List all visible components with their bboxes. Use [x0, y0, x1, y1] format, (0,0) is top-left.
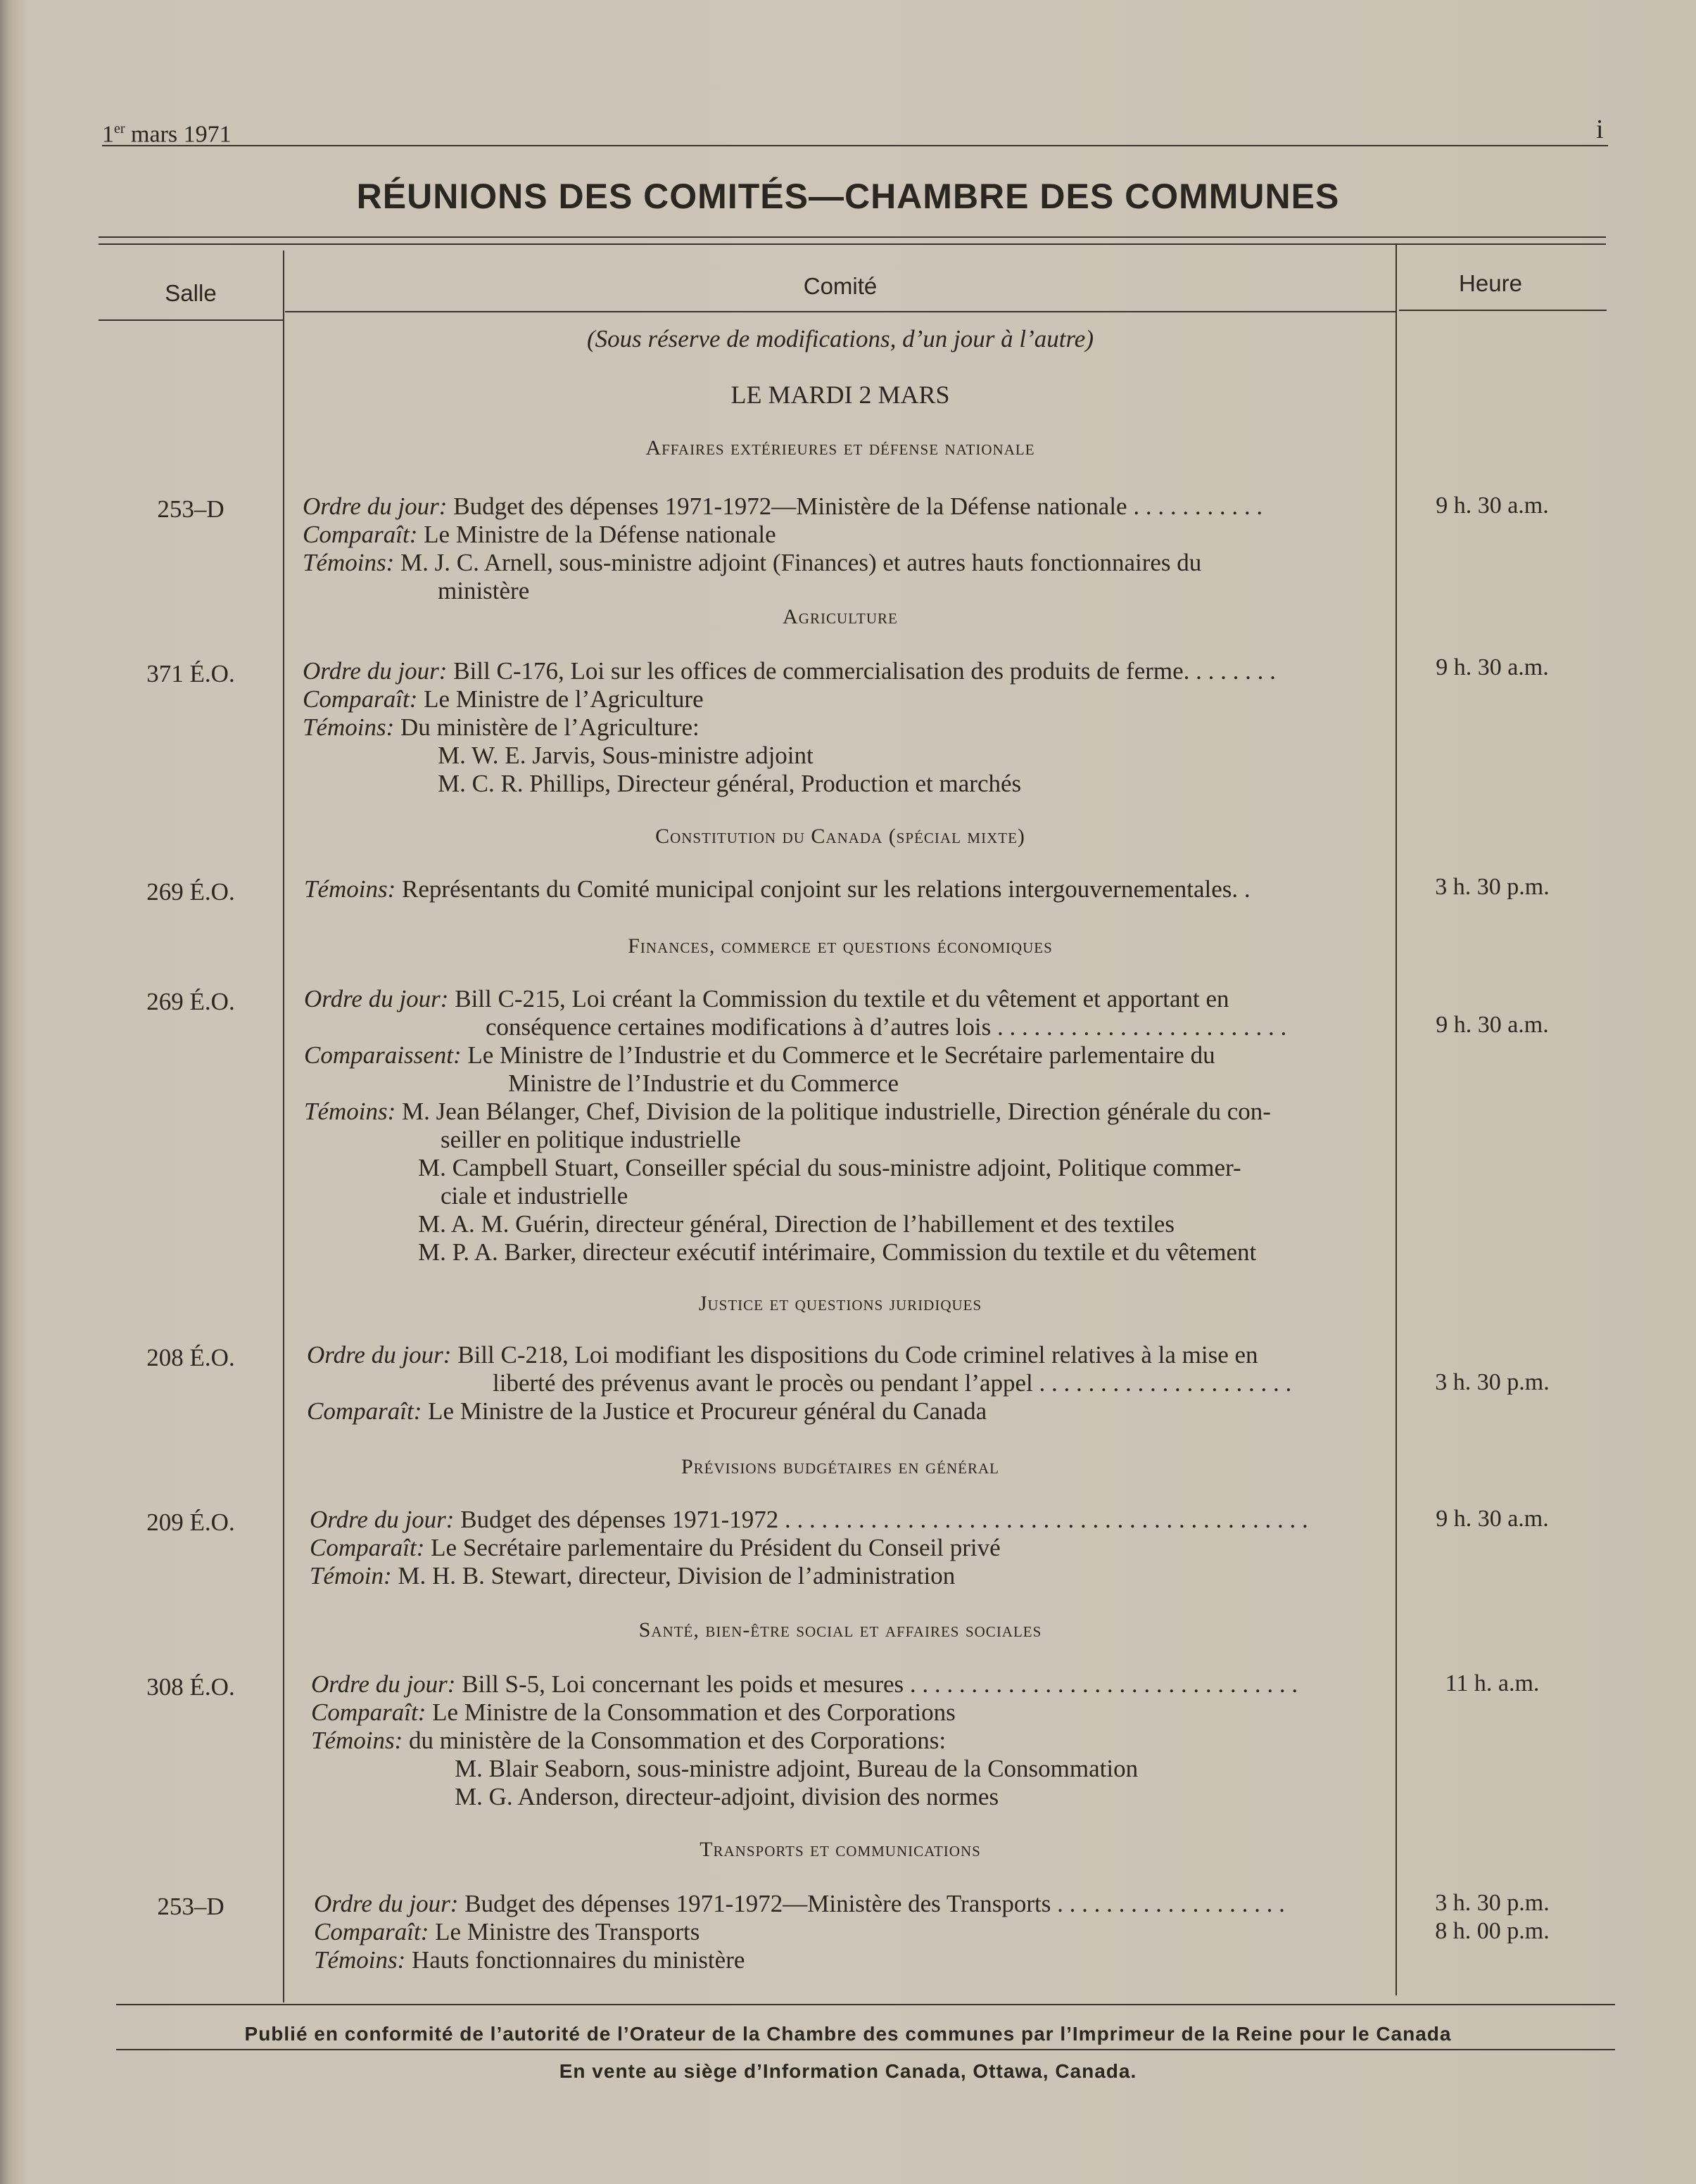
- committee-line: [314, 1946, 745, 1974]
- line-label: Comparaît:: [303, 521, 418, 548]
- line-label: Ordre du jour:: [307, 1341, 452, 1369]
- line-text: Le Ministre de la Défense nationale: [417, 521, 776, 548]
- committee-line: [303, 549, 1201, 577]
- committee-line: [418, 1154, 1241, 1182]
- room-number: 208 É.O.: [146, 1344, 235, 1371]
- committee-line: [311, 1670, 1298, 1699]
- room-number: 253–D: [157, 495, 224, 523]
- committee-line: [486, 1013, 1286, 1041]
- line-label: Ordre du jour:: [310, 1506, 455, 1533]
- room-number: 371 É.O.: [146, 660, 235, 687]
- column-divider-left: [283, 250, 284, 2002]
- line-text: ciale et industrielle: [441, 1182, 628, 1210]
- committee-line: [508, 1069, 899, 1098]
- committee-line: [455, 1755, 1138, 1783]
- column-header-room: Salle: [165, 280, 217, 306]
- committee-line: [418, 1210, 1175, 1238]
- line-label: Comparaît:: [303, 685, 418, 713]
- line-text: M. J. C. Arnell, sous-ministre adjoint (Finances) et autres hauts fonctionnaires du: [394, 549, 1202, 576]
- committee-line: [441, 1182, 628, 1210]
- committee-name: Santé, bien-être social et affaires sociales: [638, 1618, 1042, 1642]
- page-title: RÉUNIONS DES COMITÉS—CHAMBRE DES COMMUNES: [356, 177, 1340, 216]
- title-rule-bottom: [99, 243, 1606, 245]
- line-text: Du ministère de l’Agriculture:: [394, 713, 700, 741]
- line-text: Budget des dépenses 1971-1972—Ministère des Transports . . . . . . . . . . . . . . . . . . .: [458, 1890, 1285, 1917]
- line-text: Le Ministre de la Consommation et des Corporations: [426, 1699, 956, 1726]
- meeting-time: 9 h. 30 a.m.: [1436, 654, 1549, 680]
- committee-name: Agriculture: [783, 605, 898, 628]
- footer-publication-notice: Publié en conformité de l’autorité de l’Orateur de la Chambre des communes par l’Imprimeur de la Reine pour le Canada: [244, 2023, 1452, 2045]
- line-text: M. Jean Bélanger, Chef, Division de la politique industrielle, Direction générale du con-: [395, 1098, 1271, 1125]
- line-text: M. A. M. Guérin, directeur général, Direction de l’habillement et des textiles: [418, 1210, 1175, 1238]
- meeting-time: 9 h. 30 a.m.: [1436, 493, 1549, 519]
- committee-line: [314, 1918, 700, 1946]
- committee-line: [493, 1369, 1291, 1397]
- committee-line: [303, 685, 704, 713]
- line-label: Comparaît:: [310, 1534, 425, 1561]
- room-number: 269 É.O.: [146, 988, 235, 1015]
- schedule-day: LE MARDI 2 MARS: [730, 381, 950, 409]
- room-number: 209 É.O.: [146, 1509, 235, 1536]
- line-text: M. C. R. Phillips, Directeur général, Production et marchés: [438, 770, 1022, 797]
- line-text: Le Ministre de l’Agriculture: [417, 685, 704, 713]
- line-text: Bill S-5, Loi concernant les poids et mesures . . . . . . . . . . . . . . . . . . . . . . . . . . . . . . . .: [455, 1670, 1298, 1698]
- footer-rule-top: [116, 2004, 1615, 2005]
- committee-line: [303, 713, 700, 742]
- schedule-note: (Sous réserve de modifications, d’un jour à l’autre): [587, 325, 1094, 353]
- line-label: Témoin:: [310, 1562, 392, 1589]
- line-label: Témoins:: [311, 1727, 403, 1754]
- committee-line: [310, 1534, 1001, 1562]
- issue-date: 1er mars 1971: [102, 121, 232, 148]
- line-text: Le Secrétaire parlementaire du Président du Conseil privé: [424, 1534, 1001, 1561]
- line-label: Comparaît:: [307, 1397, 422, 1425]
- committee-line: [307, 1397, 987, 1426]
- committee-name: Affaires extérieures et défense nationale: [645, 436, 1035, 459]
- committee-line: [311, 1699, 956, 1727]
- meeting-time: 9 h. 30 a.m.: [1436, 1012, 1549, 1038]
- line-text: Bill C-218, Loi modifiant les dispositions du Code criminel relatives à la mise en: [451, 1341, 1258, 1369]
- meeting-time: 11 h. a.m.: [1445, 1670, 1540, 1696]
- meeting-time: 8 h. 00 p.m.: [1435, 1918, 1550, 1944]
- line-label: Témoins:: [304, 875, 396, 903]
- line-label: Témoins:: [303, 549, 395, 576]
- committee-line: [303, 521, 776, 549]
- line-label: Comparaît:: [314, 1918, 429, 1945]
- line-text: Ministre de l’Industrie et du Commerce: [508, 1069, 899, 1097]
- line-text: Budget des dépenses 1971-1972 . . . . . . . . . . . . . . . . . . . . . . . . . . . . . . . . . . . . . . . . . . .: [454, 1506, 1308, 1533]
- line-text: seiller en politique industrielle: [441, 1126, 741, 1153]
- committee-line: [310, 1562, 955, 1590]
- column-header-committee: Comité: [803, 273, 878, 299]
- header-rule: [102, 145, 1608, 146]
- line-label: Témoins:: [304, 1098, 396, 1125]
- line-label: Ordre du jour:: [304, 985, 449, 1012]
- committee-line: [441, 1126, 741, 1154]
- line-text: Bill C-176, Loi sur les offices de commercialisation des produits de ferme. . . . . . . .: [447, 657, 1276, 685]
- line-label: Témoins:: [303, 713, 395, 741]
- title-rule-top: [99, 236, 1606, 238]
- line-text: du ministère de la Consommation et des Corporations:: [403, 1727, 947, 1754]
- committee-line: [304, 1098, 1271, 1126]
- line-label: Ordre du jour:: [303, 493, 448, 520]
- line-label: Ordre du jour:: [311, 1670, 456, 1698]
- line-text: Le Ministre de l’Industrie et du Commerce et le Secrétaire parlementaire du: [461, 1041, 1215, 1069]
- line-text: M. Blair Seaborn, sous-ministre adjoint, Bureau de la Consommation: [455, 1755, 1139, 1782]
- header-rule-time: [1399, 310, 1607, 311]
- committee-line: [304, 1041, 1215, 1069]
- line-text: M. Campbell Stuart, Conseiller spécial du sous-ministre adjoint, Politique commer-: [418, 1154, 1241, 1181]
- line-text: Bill C-215, Loi créant la Commission du textile et du vêtement et apportant en: [448, 985, 1229, 1012]
- line-text: M. P. A. Barker, directeur exécutif intérimaire, Commission du textile et du vêtement: [418, 1238, 1257, 1266]
- committee-name: Finances, commerce et questions économiques: [628, 934, 1053, 958]
- line-text: M. W. E. Jarvis, Sous-ministre adjoint: [438, 742, 814, 769]
- committee-line: [304, 985, 1229, 1013]
- line-text: M. G. Anderson, directeur-adjoint, division des normes: [455, 1783, 999, 1810]
- line-text: M. H. B. Stewart, directeur, Division de l’administration: [391, 1562, 956, 1589]
- meeting-time: 3 h. 30 p.m.: [1435, 1369, 1550, 1395]
- meeting-time: 9 h. 30 a.m.: [1436, 1506, 1549, 1532]
- committee-line: [418, 1238, 1256, 1266]
- committee-line: [438, 742, 814, 770]
- committee-name: Justice et questions juridiques: [698, 1292, 982, 1315]
- header-rule-room: [99, 319, 283, 321]
- line-text: liberté des prévenus avant le procès ou pendant l’appel . . . . . . . . . . . . . . . . . . . . .: [493, 1369, 1292, 1397]
- line-text: conséquence certaines modifications à d’autres lois . . . . . . . . . . . . . . . . . . . . . . . .: [486, 1013, 1287, 1041]
- committee-line: [438, 577, 529, 605]
- column-divider-right: [1396, 243, 1397, 1995]
- committee-line: [310, 1506, 1308, 1534]
- room-number: 269 É.O.: [146, 878, 235, 906]
- committee-line: [303, 493, 1262, 521]
- footer-sales-notice: En vente au siège d’Information Canada, Ottawa, Canada.: [559, 2060, 1137, 2082]
- line-text: ministère: [438, 577, 530, 604]
- committee-line: [455, 1783, 999, 1811]
- line-text: Hauts fonctionnaires du ministère: [405, 1946, 745, 1974]
- line-label: Ordre du jour:: [314, 1890, 459, 1917]
- footer-rule-bottom: [116, 2049, 1615, 2050]
- meeting-time: 3 h. 30 p.m.: [1435, 1890, 1550, 1916]
- line-label: Comparaissent:: [304, 1041, 462, 1069]
- line-label: Comparaît:: [311, 1699, 426, 1726]
- room-number: 308 É.O.: [146, 1673, 235, 1701]
- committee-name: Transports et communications: [700, 1838, 981, 1861]
- meeting-time: 3 h. 30 p.m.: [1435, 874, 1550, 900]
- column-header-time: Heure: [1459, 270, 1522, 296]
- line-text: Budget des dépenses 1971-1972—Ministère de la Défense nationale . . . . . . . . . . .: [447, 493, 1263, 520]
- committee-name: Constitution du Canada (spécial mixte): [655, 825, 1025, 848]
- committee-name: Prévisions budgétaires en général: [681, 1455, 999, 1478]
- header-rule-committee: [285, 311, 1396, 312]
- committee-line: [307, 1341, 1258, 1369]
- committee-line: [438, 770, 1021, 798]
- line-label: Ordre du jour:: [303, 657, 448, 685]
- line-text: Le Ministre des Transports: [429, 1918, 700, 1945]
- room-number: 253–D: [157, 1893, 224, 1920]
- committee-line: [304, 875, 1251, 903]
- line-text: Le Ministre de la Justice et Procureur général du Canada: [422, 1397, 987, 1425]
- committee-line: [314, 1890, 1285, 1918]
- committee-line: [303, 657, 1276, 685]
- line-text: Représentants du Comité municipal conjoint sur les relations intergouvernementales. .: [395, 875, 1251, 903]
- line-label: Témoins:: [314, 1946, 406, 1974]
- committee-line: [311, 1727, 946, 1755]
- page-number: i: [1596, 115, 1604, 144]
